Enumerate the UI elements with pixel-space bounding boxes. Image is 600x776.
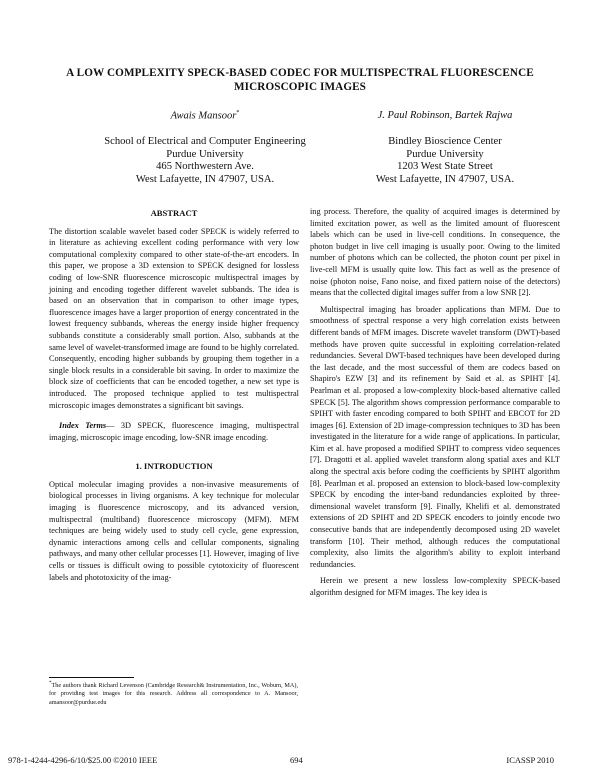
author-right: J. Paul Robinson, Bartek Rajwa <box>377 110 513 121</box>
affiliation-right <box>345 136 545 186</box>
footnote <box>49 680 298 707</box>
index-terms-text: 3D SPECK, fluorescence imaging, multispectral imaging, microscopic image encoding, low-SNR image encoding. <box>49 421 299 442</box>
right-column-paragraph: Herein we present a new lossless low-complexity SPECK-based algorithm designed for MFM images. The key idea is <box>310 576 560 597</box>
index-terms-label: Index Terms <box>59 421 107 431</box>
index-terms <box>49 420 299 443</box>
affiliation-right-line: Bindley Bioscience Center <box>388 136 502 147</box>
right-column <box>310 206 560 599</box>
introduction-paragraph: Optical molecular imaging provides a non-invasive measurements of biological processes in living organisms. A key technique for molecular imaging is fluorescence microscopy, and its advanced version, multispectral (multiband) fluorescence microscopy (MFM). MFM techniques are being widely used to study cell cycle, gene expression, dynamic interactions among cells and cellular components, signaling pathways, and many other cellular processes [1]. However, imaging of live cells or tissues is difficult owing to possible cytotoxicity of fluorescent labels and phototoxicity of the imag- <box>49 479 299 582</box>
page-number: 694 <box>290 755 303 765</box>
affiliation-left-line: Purdue University <box>166 148 244 160</box>
author-left-name: Awais Mansoor <box>170 110 237 122</box>
footnote-mark: * <box>49 681 52 686</box>
affiliation-right-line: West Lafayette, IN 47907, USA. <box>375 173 515 185</box>
paper-title-line-2: MICROSCOPIC IMAGES <box>233 81 367 93</box>
left-column <box>49 206 299 583</box>
paper-title-line-1: A LOW COMPLEXITY SPECK-BASED CODEC FOR MULTISPECTRAL FLUORESCENCE <box>66 67 534 79</box>
affiliation-left-line: West Lafayette, IN 47907, USA. <box>135 173 275 185</box>
right-column-paragraph: ing process. Therefore, the quality of acquired images is determined by limited excitation power, as well as the limited amount of fluorescent labels which can be used in live-cell conditions. In consequence, the photon budget in live cell imaging is usually poor. Owing to the limited number of photons which can be collected, the photon count per pixel in live-cell MFM is usually quite low. This fact as well as the presence of noise (photon noise, Fano noise, and fixed pattern noise of the detectors) means that the collected digital images suffer from a low SNR [2]. <box>310 207 560 298</box>
footnote-text: The authors thank Richard Levenson (Cambridge Research& Instrumentation, Inc., Woburn, MA), for providing test images for this research. Address all correspondence to A. Mansoor, amansoor@purdue.edu <box>49 682 298 706</box>
footnote-divider <box>49 677 134 678</box>
abstract-text: The distortion scalable wavelet based coder SPECK is widely referred to in literature as achieving excellent coding performance with very low computational complexity compared to other state-of-the-art encoders. In this paper, we propose a 3D extension to SPECK designed for lossless coding of low-SNR fluorescence microscopic multispectral images by joining and encoding together different wavelet subbands. The idea is based on an observation that in comparison to other image types, fluorescence images have a larger proportion of energy concentrated in the lowest frequency subbands, whereas the energy inside higher frequency subbands constitute a considerably small portion. Also, subbands at the same level of wavelet-transformed image are found to be highly correlated. Consequently, encoding higher subbands by grouping them together in a single block results in a considerable bit saving. In order to maximize the block size of coefficients that can be encoded together, a new set type is introduced. The proposed technique applied to test multispectral microscopic images demonstrates a significant bit savings. <box>49 226 299 410</box>
introduction-heading: 1. INTRODUCTION <box>135 461 213 472</box>
affiliation-left-line: School of Electrical and Computer Engineering <box>104 136 306 147</box>
index-terms-dash: — <box>106 421 121 431</box>
affiliation-right-line: 1203 West State Street <box>397 161 493 172</box>
right-column-paragraph: Multispectral imaging has broader applications than MFM. Due to smoothness of spectral response a very high correlation exists between different bands of MFM images. Discrete wavelet transform (DWT)-based methods have proven quite successful in exploiting correlation-related redundancies. Several DWT-based techniques have been developed during the last decade, and the most successful of them are codecs based on Shapiro's EZW [3] and its refinement by Said et al. as SPIHT [4]. Pearlman et al. proposed a low-complexity block-based alternative called SPECK [5]. The algorithm shows compression performance comparable to SPIHT with faster encoding compared to both SPIHT and EBCOT for 2D images [6]. Extension of 2D image-compression techniques to 3D has been investigated in the literature for a wide range of applications. In particular, Kim et al. have proposed a modified SPIHT to compress video sequences [7]. Dragotti et al. applied wavelet transform along spatial axes and KLT along the spectral axis before coding the coefficients by SPIHT algorithm [8]. Pearlman et al. proposed an extension to block-based low-complexity SPECK by encoding the inter-band redundancies exploited by three-dimensional wavelet transform [9]. Finally, Khelifi et al. demonstrated extensions of 2D SPIHT and 2D SPECK encoders to jointly encode two consecutive bands that are independently decomposed using 2D wavelet transform [10]. Their method, although reduces the computational complexity, also limits the algorithm's ability to exploit interband redundancies. <box>310 304 560 569</box>
author-footnote-mark: * <box>236 110 240 116</box>
author-left <box>120 110 290 122</box>
footer-copyright: 978-1-4244-4296-6/10/$25.00 ©2010 IEEE <box>8 755 158 765</box>
affiliation-left <box>70 136 340 186</box>
paper-title <box>40 66 560 94</box>
affiliation-right-line: Purdue University <box>406 148 484 160</box>
abstract-heading: ABSTRACT <box>150 208 198 218</box>
footer-venue: ICASSP 2010 <box>506 755 554 765</box>
affiliation-left-line: 465 Northwestern Ave. <box>156 161 254 172</box>
